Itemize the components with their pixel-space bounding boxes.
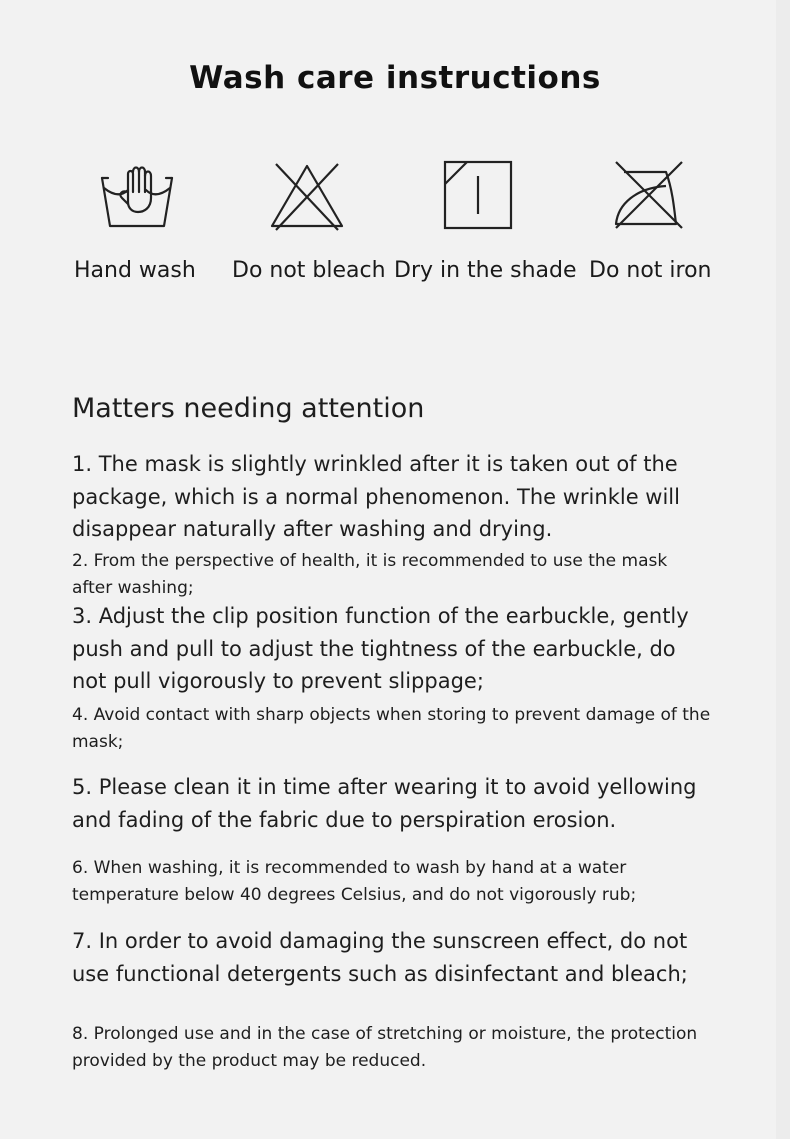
- note-8: 8. Prolonged use and in the case of stretching or moisture, the protection provided by the product may be reduced.: [72, 1024, 698, 1071]
- no-iron-label: Do not iron: [589, 258, 712, 283]
- note-4: 4. Avoid contact with sharp objects when storing to prevent damage of the mask;: [72, 705, 711, 752]
- page-edge: [776, 0, 790, 1139]
- note-6: 6. When washing, it is recommended to wash by hand at a water temperature below 40 degrees Celsius, and do not vigorously rub;: [72, 858, 637, 905]
- note-3: 3. Adjust the clip position function of the earbuckle, gently push and pull to adjust the tightness of the earbuckle, do not pull vigorously to prevent slippage;: [72, 604, 689, 693]
- no-iron-icon: [610, 158, 688, 232]
- hand-wash-label: Hand wash: [74, 258, 196, 283]
- note-5: 5. Please clean it in time after wearing it to avoid yellowing and fading of the fabric due to perspiration erosion.: [72, 775, 697, 832]
- attention-heading: Matters needing attention: [72, 393, 425, 424]
- no-bleach-label: Do not bleach: [232, 258, 386, 283]
- hand-wash-icon: [98, 158, 176, 232]
- note-2: 2. From the perspective of health, it is recommended to use the mask after washing;: [72, 551, 668, 598]
- dry-in-shade-label: Dry in the shade: [394, 258, 577, 283]
- dry-in-shade-icon: [442, 158, 516, 232]
- note-7: 7. In order to avoid damaging the sunscreen effect, do not use functional detergents such as disinfectant and bleach;: [72, 929, 688, 986]
- no-bleach-icon: [268, 158, 346, 232]
- note-1: 1. The mask is slightly wrinkled after it is taken out of the package, which is a normal phenomenon. The wrinkle will disappear naturally after washing and drying.: [72, 452, 680, 541]
- page-title: Wash care instructions: [189, 60, 601, 96]
